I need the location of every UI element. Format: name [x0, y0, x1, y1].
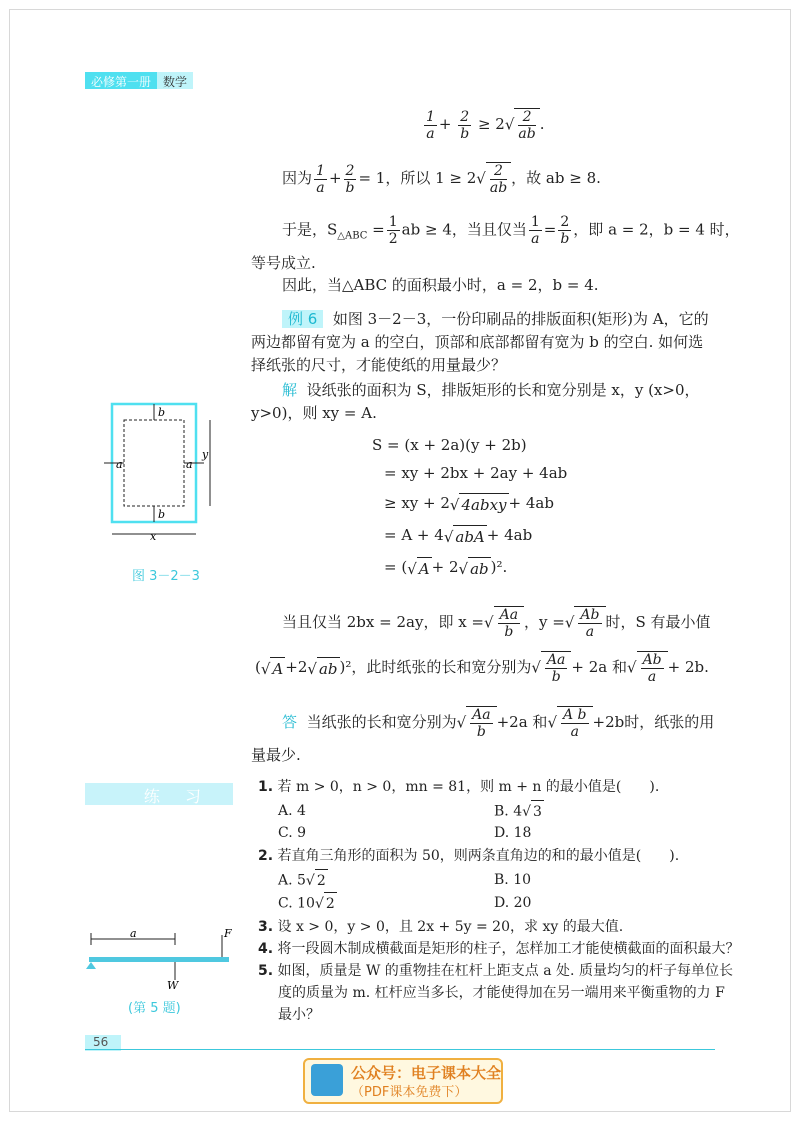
label-W: W [167, 979, 179, 990]
paragraph-2-end: 等号成立. [251, 254, 316, 272]
question-2: 2. 若直角三角形的面积为 50，则两条直角边的和的最小值是( ). [258, 848, 680, 864]
question-4: 4. 将一段圆木制成横截面是矩形的柱子，怎样加工才能使横截面的面积最大？ [258, 941, 740, 957]
example-6-line1: 例 6 如图 3－2－3，一份印刷品的排版面积(矩形)为 A，它的 [282, 308, 709, 330]
calc-row-1: S = (x + 2a)(y + 2b) [372, 436, 527, 454]
label-a: a [130, 927, 137, 940]
condition-line1: 当且仅当 2bx = 2ay，即 x =√ $\frac{Aa}{b}$ ，y =√ $\frac{Ab}{a}$ 时，S 有最小值 [282, 607, 711, 640]
label-a-left: a [116, 458, 123, 471]
example-6-tag: 例 6 [282, 310, 323, 328]
book-logo-icon [311, 1064, 343, 1096]
print-rect [124, 420, 184, 506]
paragraph-3: 因此，当△ABC 的面积最小时，a = 2，b = 4. [282, 276, 599, 294]
figure-caption: 图 3－2－3 [132, 569, 200, 584]
answer-line2: 量最少. [251, 746, 301, 764]
calc-row-5: = (√ A + 2√ ab )². [384, 558, 508, 578]
calc-row-2: = xy + 2bx + 2ay + 4ab [384, 464, 568, 482]
q2-option-c: C. 10√ 2 [278, 892, 337, 915]
page-header [85, 72, 193, 89]
example-6-line2: 两边都留有宽为 a 的空白，顶部和底部都留有宽为 b 的空白. 如何选 [251, 333, 704, 351]
calc-row-4: = A + 4√ abA + 4ab [384, 526, 533, 546]
q2-option-a: A. 5√ 2 [278, 869, 328, 892]
example-6-line3: 择纸张的尺寸，才能使纸的用量最少？ [251, 356, 507, 374]
question-5: 5. 如图，质量是 W 的重物挂在杠杆上距支点 a 处. 质量均匀的杆子每单位长 [258, 963, 733, 979]
watermark: 公众号：电子课本大全 （PDF课本免费下） [303, 1058, 503, 1104]
solution-line1: 解 设纸张的面积为 S，排版矩形的长和宽分别是 x，y (x>0， [282, 381, 700, 399]
label-a-right: a [186, 458, 193, 471]
inequality-eq: $\frac{1}{a}$ + $\frac{2}{b}$ ≥ 2√ $\frac{2}{ab}$ . [426, 108, 545, 142]
page-number: 56 [85, 1035, 121, 1051]
label-b-top: b [158, 406, 166, 419]
label-F: F [224, 927, 232, 940]
label-b-bottom: b [158, 508, 166, 521]
answer-line1: 答 当纸张的长和宽分别为√ $\frac{Aa}{b}$ +2a 和√ $\frac{\text{A b}}{a}$ +2b时，纸张的用 [282, 707, 715, 740]
question-3: 3. 设 x > 0，y > 0，且 2x + 5y = 20，求 xy 的最大值. [258, 919, 624, 935]
q2-option-d: D. 20 [494, 895, 532, 911]
question-5-line2: 度的质量为 m. 杠杆应当多长，才能使得加在另一端用来平衡重物的力 F [278, 985, 725, 1001]
q1-option-b: B. 4√ 3 [494, 800, 544, 823]
condition-line2: (√ A +2√ ab )²，此时纸张的长和宽分别为√ $\frac{Aa}{b}$ + 2a 和√ $\frac{Ab}{a}$ + 2b. [255, 652, 709, 685]
footer-line [85, 1049, 715, 1050]
label-x: x [150, 530, 157, 543]
figure-5-caption: (第 5 题) [128, 1001, 181, 1016]
label-y: y [202, 448, 209, 461]
fulcrum [86, 962, 96, 969]
figure-3-2-3 [100, 398, 218, 550]
answer-tag: 答 [282, 713, 298, 731]
q1-option-d: D. 18 [494, 825, 532, 841]
paper-rect [112, 404, 196, 522]
lever-figure [85, 925, 235, 990]
q1-option-a: A. 4 [278, 803, 306, 819]
solution-line2: y>0)，则 xy = A. [251, 404, 377, 422]
question-1: 1. 若 m > 0，n > 0，mn = 81，则 m + n 的最小值是( ). [258, 779, 660, 795]
paragraph-1: 因为 $\frac{1}{a}$ + $\frac{2}{b}$ = 1，所以 1 ≥ 2√ $\frac{2}{ab}$ ，故 ab ≥ 8. [282, 162, 601, 196]
question-5-line3: 最小？ [278, 1007, 320, 1023]
q1-option-c: C. 9 [278, 825, 307, 841]
practice-banner: 练 习 [85, 783, 233, 805]
lever-bar [89, 957, 229, 962]
calc-row-3: ≥ xy + 2√ 4abxy + 4ab [384, 494, 554, 514]
subject-title: 数学 [157, 72, 193, 89]
solution-tag: 解 [282, 381, 298, 399]
book-title: 必修第一册 [85, 72, 157, 89]
paragraph-2: 于是，$S_{\triangle ABC}$ = $\frac{1}{2}$ ab ≥ 4，当且仅当 $\frac{1}{a}$ = $\frac{2}{b}$ ，即 a = 2，b = 4 时， [282, 214, 740, 247]
q2-option-b: B. 10 [494, 872, 532, 888]
